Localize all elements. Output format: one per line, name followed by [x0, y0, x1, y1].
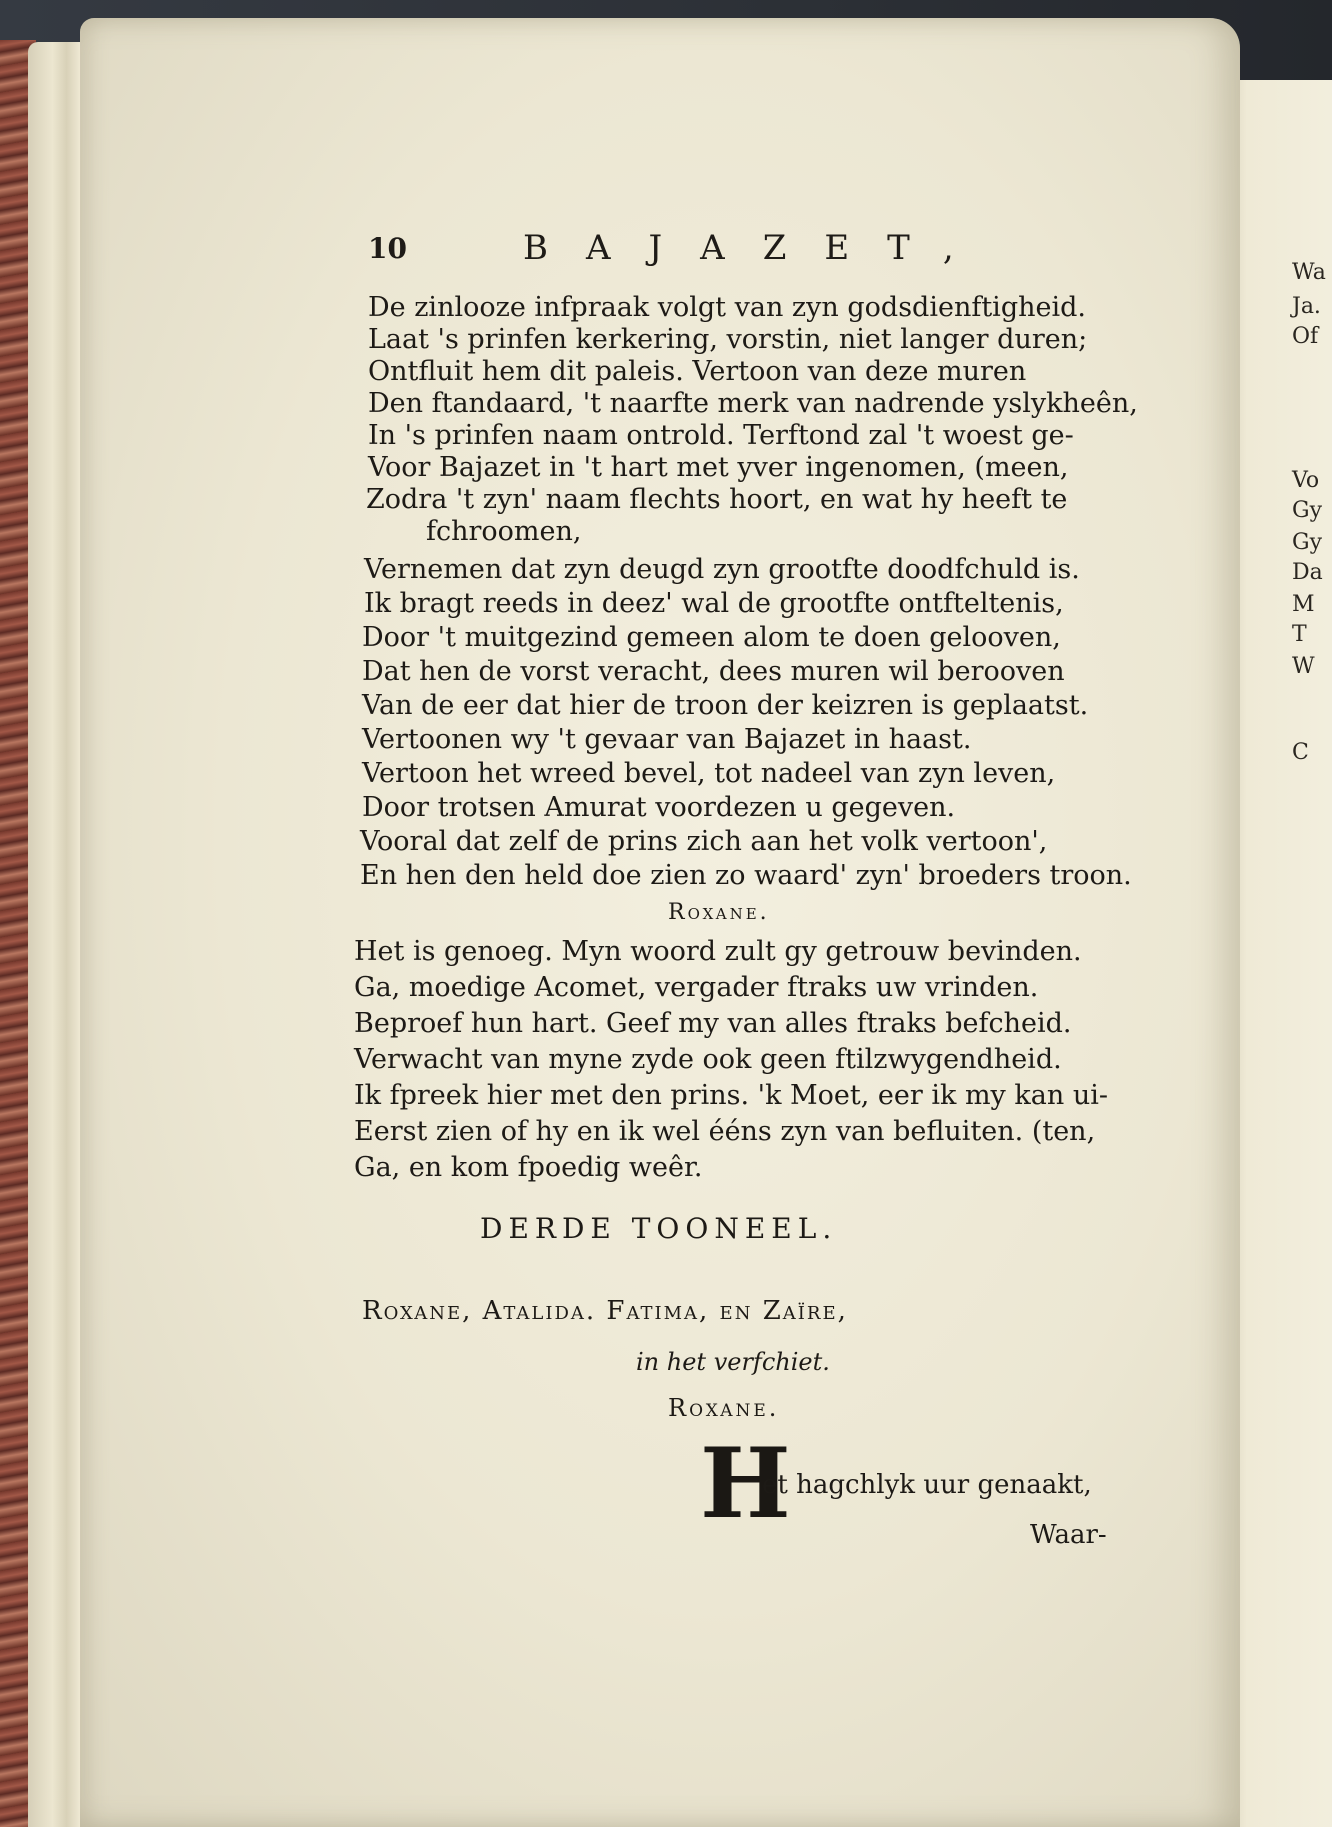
verse-line: Dat hen de vorst veracht, dees muren wil berooven: [362, 656, 1065, 687]
facing-fragment: Vo: [1292, 468, 1320, 493]
verse-line: Door 't muitgezind gemeen alom te doen gelooven,: [362, 622, 1061, 653]
scene-cast-note: in het verfchiet.: [636, 1348, 830, 1376]
facing-fragment: Gy: [1292, 530, 1323, 555]
running-title: BAJAZET,: [523, 228, 992, 268]
verse-line: Vertoon het wreed bevel, tot nadeel van zyn leven,: [362, 758, 1056, 789]
verse-line: Vooral dat zelf de prins zich aan het volk vertoon',: [360, 826, 1048, 857]
running-head: [368, 228, 1048, 272]
verse-line: Ga, moedige Acomet, vergader ftraks uw vrinden.: [354, 972, 1039, 1003]
verse-line: Vernemen dat zyn deugd zyn grootfte doodfchuld is.: [364, 554, 1080, 585]
verse-line: Van de eer dat hier de troon der keizren is geplaatst.: [362, 690, 1089, 721]
speaker-name: Roxane.: [668, 1394, 780, 1422]
facing-fragment: C: [1292, 740, 1309, 765]
verse-line: Ik bragt reeds in deez' wal de grootfte ontfteltenis,: [364, 588, 1064, 619]
verse-line: Verwacht van myne zyde ook geen ftilzwygendheid.: [354, 1044, 1062, 1075]
book-page: [80, 18, 1240, 1827]
verse-line: De zinlooze infpraak volgt van zyn godsdienftigheid.: [368, 292, 1086, 323]
speaker-name: Roxane.: [668, 900, 770, 925]
verse-line: fchroomen,: [426, 516, 582, 547]
scene-cast: Roxane, Atalida. Fatima, en Zaïre,: [362, 1296, 848, 1326]
verse-line: Het is genoeg. Myn woord zult gy getrouw bevinden.: [354, 936, 1082, 967]
verse-line: Eerst zien of hy en ik wel ééns zyn van befluiten. (ten,: [354, 1116, 1096, 1147]
verse-line: En hen den held doe zien zo waard' zyn' broeders troon.: [360, 860, 1132, 891]
verse-line: Laat 's prinfen kerkering, vorstin, niet langer duren;: [368, 324, 1088, 355]
verse-line: Beproef hun hart. Geef my van alles ftraks befcheid.: [354, 1008, 1072, 1039]
verse-line: Ga, en kom fpoedig weêr.: [354, 1152, 703, 1183]
verse-line: Ontfluit hem dit paleis. Vertoon van deze muren: [368, 356, 1027, 387]
facing-fragment: Da: [1292, 560, 1323, 585]
verse-line: Ik fpreek hier met den prins. 'k Moet, eer ik my kan ui-: [354, 1080, 1108, 1111]
facing-fragment: W: [1292, 654, 1315, 679]
verse-line: In 's prinfen naam ontrold. Terftond zal 't woest ge-: [368, 420, 1074, 451]
verse-line: Vertoonen wy 't gevaar van Bajazet in haast.: [362, 724, 972, 755]
facing-fragment: M: [1292, 592, 1315, 617]
facing-fragment: Wa: [1292, 260, 1326, 285]
verse-line: Zodra 't zyn' naam flechts hoort, en wat hy heeft te: [366, 484, 1068, 515]
verse-line: Door trotsen Amurat voordezen u gegeven.: [362, 792, 956, 823]
facing-fragment: Of: [1292, 324, 1319, 349]
page-number: 10: [368, 232, 407, 265]
drop-cap: H: [700, 1427, 791, 1540]
verse-line: Den ftandaard, 't naarfte merk van nadrende yslykheên,: [368, 388, 1138, 419]
facing-fragment: Gy: [1292, 498, 1323, 523]
facing-fragment: Ja.: [1292, 294, 1321, 319]
verse-line: Voor Bajazet in 't hart met yver ingenomen, (meen,: [368, 452, 1069, 483]
facing-fragment: T: [1292, 622, 1307, 647]
scene-title: DERDE TOONEEL.: [480, 1212, 838, 1245]
verse-line: et hagchlyk uur genaakt,: [762, 1470, 1092, 1500]
catchword: Waar-: [1030, 1520, 1107, 1550]
